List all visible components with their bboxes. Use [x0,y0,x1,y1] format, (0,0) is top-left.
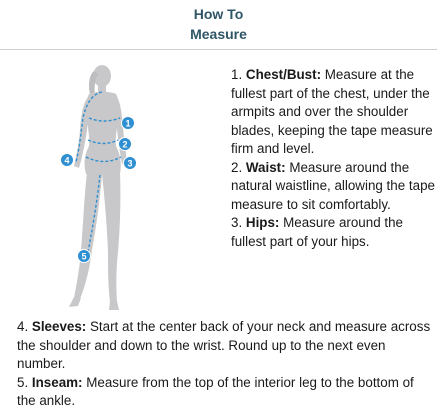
instruction-inseam-label: Inseam: [31,374,83,390]
page-title [0,4,437,44]
instruction-inseam-text: Measure from the top of the interior leg to the bottom of the ankle. [17,374,414,408]
body-silhouette-illustration [50,62,160,312]
marker-1-label: 1 [125,118,131,129]
instruction-sleeves-number: 4. [17,319,29,334]
silhouette-right-leg [102,172,120,302]
marker-2 [119,138,132,151]
marker-4-label: 4 [64,155,70,166]
instruction-chest-text: Measure at the fullest part of the chest, under the armpits and over the shoulder blades, keeping the tape measure firm and level. [231,67,433,156]
silhouette-right-foot [109,301,119,310]
marker-2-label: 2 [122,139,128,150]
instruction-hips [231,214,435,251]
instruction-sleeves [17,318,435,374]
marker-5-label: 5 [81,251,87,262]
instruction-hips-text: Measure around the fullest part of your hips. [231,215,403,249]
title-line-1: How To [193,6,244,22]
marker-5 [78,250,91,263]
marker-1 [122,117,135,130]
instructions-full-width [17,318,435,411]
instruction-waist [231,159,435,215]
instruction-waist-label: Waist: [245,159,286,175]
instruction-sleeves-text: Start at the center back of your neck and measure across the shoulder and down to the wrist. Round up to the next even number. [17,319,431,371]
title-divider [0,49,437,50]
instruction-waist-number: 2. [231,159,243,175]
instruction-chest [231,66,435,159]
instruction-inseam-number: 5. [17,374,29,390]
instruction-inseam [17,374,435,411]
title-line-2: Measure [190,26,247,42]
silhouette-left-foot [69,297,81,307]
instructions-right-column [231,66,435,251]
instruction-hips-label: Hips: [245,215,280,230]
instruction-sleeves-label: Sleeves: [31,319,87,334]
marker-4 [61,154,74,167]
instruction-chest-label: Chest/Bust: [245,67,322,82]
instruction-waist-text: Measure around the natural waistline, allowing the tape measure to sit comfortably. [231,159,435,212]
instruction-chest-number: 1. [231,67,243,82]
instruction-hips-number: 3. [231,215,243,230]
marker-3-label: 3 [127,158,133,169]
marker-3 [124,157,137,170]
